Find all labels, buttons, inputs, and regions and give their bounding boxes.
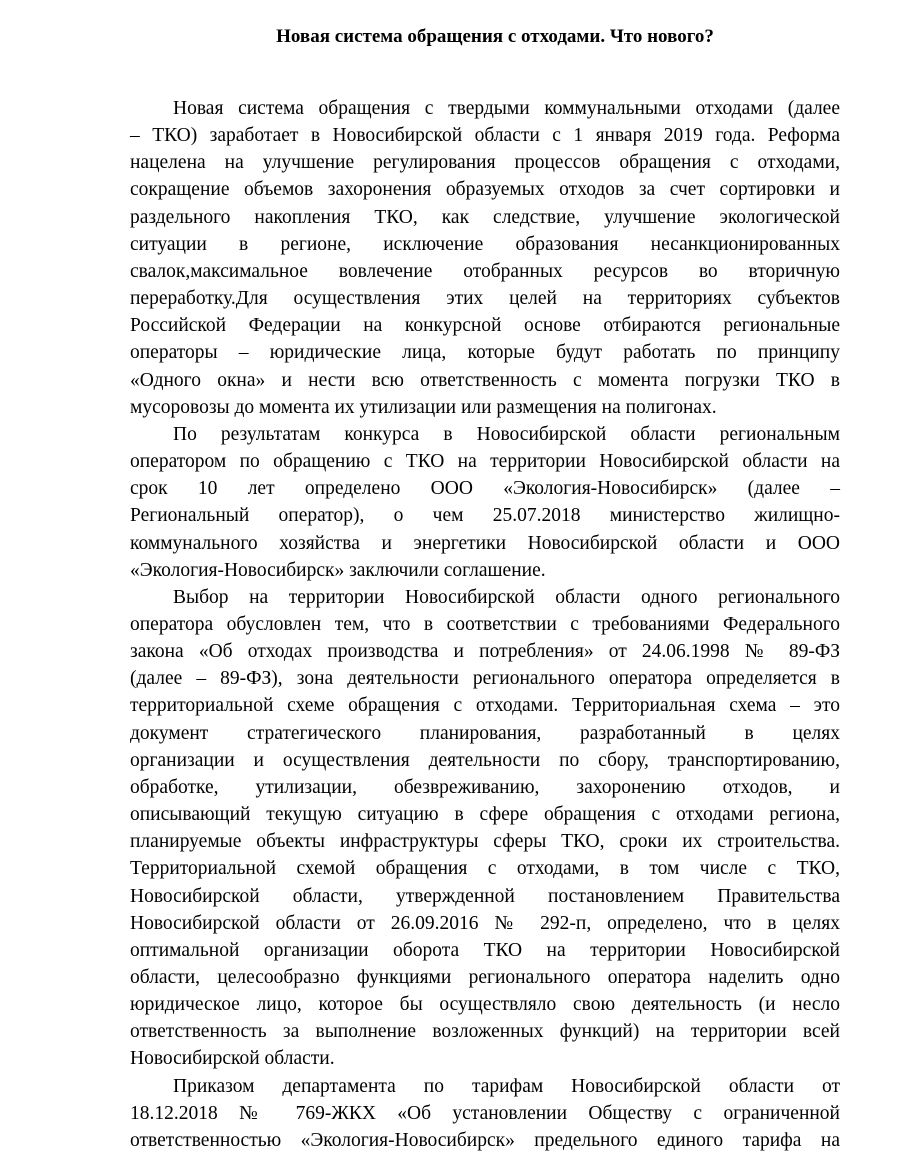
text-line: переработку.Для осуществления этих целей на территориях субъектов — [130, 288, 840, 310]
text-line: ответственностью «Экология-Новосибирск» предельного единого тарифа на — [130, 1129, 840, 1151]
text-line: Территориальной схемой обращения с отходами, в том числе с ТКО, — [130, 858, 840, 880]
document-body — [130, 95, 840, 1154]
text-line: операторы – юридические лица, которые будут работать по принципу — [130, 342, 840, 364]
text-line: – ТКО) заработает в Новосибирской области с 1 января 2019 года. Реформа — [130, 125, 840, 147]
text-line: Российской Федерации на конкурсной основе отбираются региональные — [130, 315, 840, 337]
text-line: ситуации в регионе, исключение образования несанкционированных — [130, 233, 840, 255]
text-line: «Экология-Новосибирск» заключили соглашение. — [130, 559, 546, 581]
text-line: Новосибирской области, утвержденной постановлением Правительства — [130, 885, 840, 907]
text-line: (далее – 89-ФЗ), зона деятельности регионального оператора определяется в — [130, 668, 840, 690]
text-line: закона «Об отходах производства и потребления» от 24.06.1998 № 89-ФЗ — [130, 641, 840, 663]
document-title: Новая система обращения с отходами. Что нового? — [276, 26, 714, 47]
text-line: Выбор на территории Новосибирской области одного регионального — [173, 586, 840, 608]
paragraph-1 — [130, 95, 840, 421]
text-line: Новая система обращения с твердыми коммунальными отходами (далее — [173, 98, 840, 119]
text-line: Приказом департамента по тарифам Новосибирской области от — [173, 1075, 840, 1097]
text-line: Новосибирской области. — [130, 1048, 335, 1070]
text-line: раздельного накопления ТКО, как следствие, улучшение экологической — [130, 206, 840, 228]
paragraph-2 — [130, 421, 840, 584]
text-line: Региональный оператор), о чем 25.07.2018 министерство жилищно- — [130, 505, 840, 527]
text-line: обработке, утилизации, обезвреживанию, захоронению отходов, и — [130, 776, 840, 798]
text-line: сокращение объемов захоронения образуемых отходов за счет сортировки и — [130, 179, 840, 201]
paragraph-3 — [130, 584, 840, 1073]
text-line: области, целесообразно функциями регионального оператора наделить одно — [130, 967, 840, 988]
text-line: По результатам конкурса в Новосибирской области региональным — [173, 423, 840, 445]
text-line: срок 10 лет определено ООО «Экология-Новосибирск» (далее – — [130, 478, 840, 500]
text-line: описывающий текущую ситуацию в сфере обращения с отходами региона, — [130, 804, 840, 826]
text-line: нацелена на улучшение регулирования процессов обращения с отходами, — [130, 152, 840, 174]
text-line: мусоровозы до момента их утилизации или размещения на полигонах. — [130, 396, 717, 418]
text-line: ответственность за выполнение возложенных функций) на территории всей — [130, 1021, 840, 1043]
text-line: Новосибирской области от 26.09.2016 № 292-п, определено, что в целях — [130, 912, 840, 934]
text-line: оператора обусловлен тем, что в соответствии с требованиями Федерального — [130, 613, 840, 635]
text-line: организации и осуществления деятельности по сбору, транспортированию, — [130, 749, 840, 771]
paragraph-4 — [130, 1073, 840, 1154]
text-line: юридическое лицо, которое бы осуществляло свою деятельность (и несло — [130, 994, 840, 1016]
text-line: «Одного окна» и нести всю ответственность с момента погрузки ТКО в — [130, 369, 840, 391]
text-line: территориальной схеме обращения с отходами. Территориальная схема – это — [130, 695, 840, 717]
text-line: свалок,максимальное вовлечение отобранных ресурсов во вторичную — [130, 260, 840, 282]
text-line: планируемые объекты инфраструктуры сферы ТКО, сроки их строительства. — [130, 831, 840, 853]
text-line: 18.12.2018 № 769-ЖКХ «Об установлении Обществу с ограниченной — [130, 1102, 840, 1124]
text-line: оператором по обращению с ТКО на территории Новосибирской области на — [130, 451, 840, 473]
text-line: оптимальной организации оборота ТКО на территории Новосибирской — [130, 939, 840, 961]
text-line: коммунального хозяйства и энергетики Новосибирской области и ООО — [130, 532, 840, 554]
text-line: документ стратегического планирования, разработанный в целях — [130, 722, 840, 744]
